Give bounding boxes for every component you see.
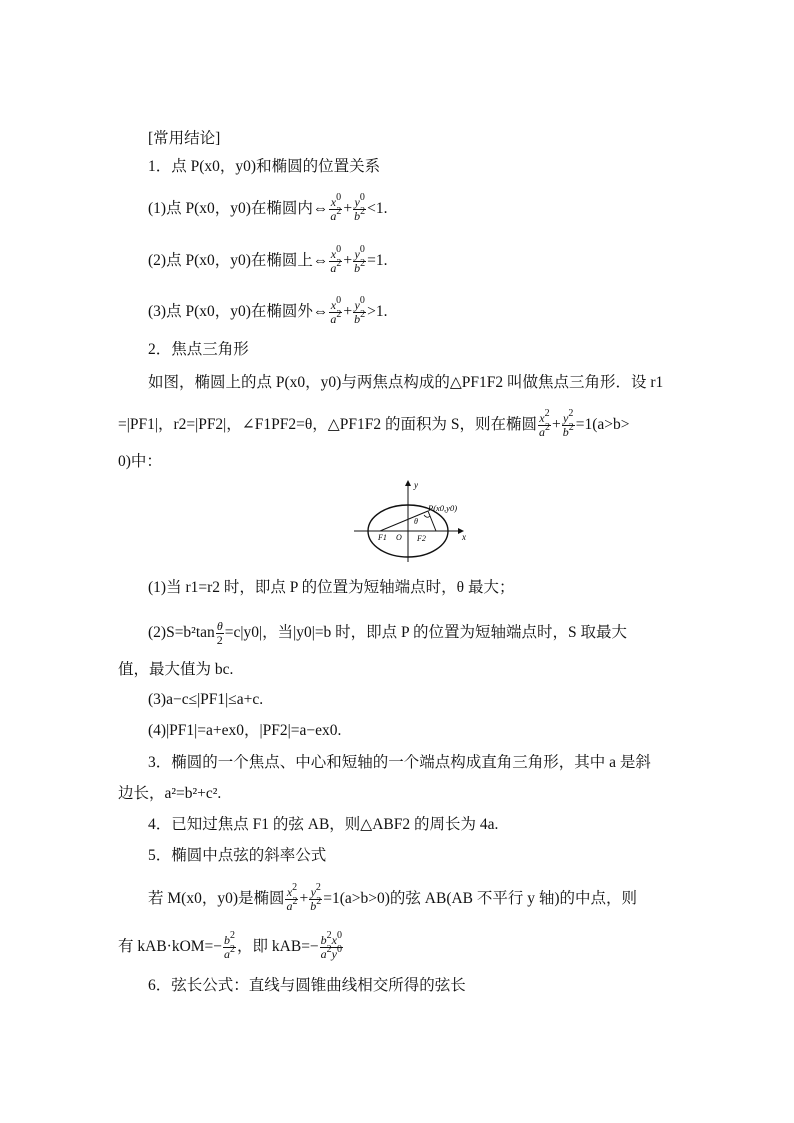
item2-p2-text: =|PF1|，r2=|PF2|，∠F1PF2=θ，△PF1F2 的面积为 S，则在椭圆 bbox=[118, 416, 537, 434]
item2-c3: (3)a−c≤|PF1|≤a+c. bbox=[148, 691, 264, 708]
frac-x0-a2: $\frac{x^0}{a^2}$ bbox=[330, 192, 342, 223]
item2-p3: 0)中： bbox=[118, 453, 162, 470]
item2-p2 bbox=[118, 408, 630, 439]
item5-line2-head: 有 kAB·kOM=− bbox=[118, 938, 223, 956]
y-axis-arrow bbox=[405, 480, 411, 486]
item5-title: 5．椭圆中点弦的斜率公式 bbox=[148, 847, 327, 864]
item5-line2-mid: ，即 kAB=− bbox=[237, 938, 319, 956]
item1-c bbox=[148, 295, 388, 326]
item1-b-rel: =1. bbox=[367, 252, 388, 270]
heading: [常用结论] bbox=[148, 130, 221, 147]
item1-a-prefix: (1)点 P(x0，y0)在椭圆内⇔ bbox=[148, 200, 329, 218]
frac-b2-a2: $\frac{b^2}{a^2}$ bbox=[224, 930, 236, 961]
item3-line2: 边长，a²=b²+c². bbox=[118, 785, 222, 802]
segment-pf1 bbox=[380, 511, 428, 531]
item2-c2 bbox=[148, 620, 627, 647]
plus-sign: + bbox=[551, 416, 561, 434]
point-p-label: P(x0,y0) bbox=[428, 503, 458, 513]
item1-a bbox=[148, 192, 388, 223]
frac-x0-a2: $\frac{x^0}{a^2}$ bbox=[330, 244, 342, 275]
y-label: y bbox=[414, 480, 418, 490]
item1-a-rel: <1. bbox=[367, 200, 388, 218]
ellipse-focal-triangle-figure bbox=[350, 478, 474, 566]
f2-label: F2 bbox=[417, 534, 426, 543]
item2-c4: (4)|PF1|=a+ex0，|PF2|=a−ex0. bbox=[148, 722, 342, 739]
item2-c2-cont: 值，最大值为 bc. bbox=[118, 661, 234, 678]
item2-c2-head: (2)S=b²tan bbox=[148, 624, 215, 642]
plus-sign: + bbox=[299, 890, 309, 908]
frac-y0-b2: $\frac{y^0}{b^2}$ bbox=[354, 244, 366, 275]
plus-sign: + bbox=[343, 303, 353, 321]
frac-y0-b2: $\frac{y^0}{b^2}$ bbox=[354, 295, 366, 326]
angle-arc bbox=[424, 515, 430, 517]
item2-c2-tail: =c|y0|，当|y0|=b 时，即点 P 的位置为短轴端点时，S 取最大 bbox=[224, 624, 627, 642]
item5-line2 bbox=[118, 930, 344, 961]
segment-pf2 bbox=[428, 511, 436, 531]
frac-x0-a2: $\frac{x^0}{a^2}$ bbox=[330, 295, 342, 326]
item2-p1: 如图，椭圆上的点 P(x0，y0)与两焦点构成的△PF1F2 叫做焦点三角形．设 r1 bbox=[148, 374, 664, 391]
item6: 6．弦长公式：直线与圆锥曲线相交所得的弦长 bbox=[148, 977, 466, 994]
item1-b-prefix: (2)点 P(x0，y0)在椭圆上⇔ bbox=[148, 252, 329, 270]
item1-c-prefix: (3)点 P(x0，y0)在椭圆外⇔ bbox=[148, 303, 329, 321]
item4: 4．已知过焦点 F1 的弦 AB，则△ABF2 的周长为 4a. bbox=[148, 816, 499, 833]
frac-x2-a2: $\frac{x^2}{a^2}$ bbox=[538, 408, 550, 439]
frac-b2x0-a2y0: $\frac{b^2x^0}{a^2y^0}$ bbox=[320, 930, 342, 961]
item2-c1: (1)当 r1=r2 时，即点 P 的位置为短轴端点时，θ 最大； bbox=[148, 579, 515, 596]
origin-label: O bbox=[396, 533, 402, 542]
frac-y2-b2: $\frac{y^2}{b^2}$ bbox=[310, 882, 322, 913]
plus-sign: + bbox=[343, 252, 353, 270]
item2-p2-tail: =1(a>b> bbox=[575, 416, 630, 434]
frac-x2-a2: $\frac{x^2}{a^2}$ bbox=[286, 882, 298, 913]
frac-y2-b2: $\frac{y^2}{b^2}$ bbox=[562, 408, 574, 439]
item1-c-rel: >1. bbox=[367, 303, 388, 321]
frac-y0-b2: $\frac{y^0}{b^2}$ bbox=[354, 192, 366, 223]
item3-line1: 3．椭圆的一个焦点、中心和短轴的一个端点构成直角三角形，其中 a 是斜 bbox=[148, 754, 651, 771]
item5-line1-head: 若 M(x0，y0)是椭圆 bbox=[148, 890, 285, 908]
item5-line1 bbox=[148, 882, 638, 913]
f1-label: F1 bbox=[378, 533, 387, 542]
theta-label: θ bbox=[414, 517, 418, 526]
item1-b bbox=[148, 244, 388, 275]
plus-sign: + bbox=[343, 200, 353, 218]
item5-line1-tail: =1(a>b>0)的弦 AB(AB 不平行 y 轴)的中点，则 bbox=[323, 890, 638, 908]
item1-title: 1．点 P(x0，y0)和椭圆的位置关系 bbox=[148, 158, 381, 175]
frac-theta-2: $\frac{\theta}{2}$ bbox=[216, 619, 223, 647]
x-label: x bbox=[462, 532, 466, 542]
item2-title: 2．焦点三角形 bbox=[148, 341, 249, 358]
